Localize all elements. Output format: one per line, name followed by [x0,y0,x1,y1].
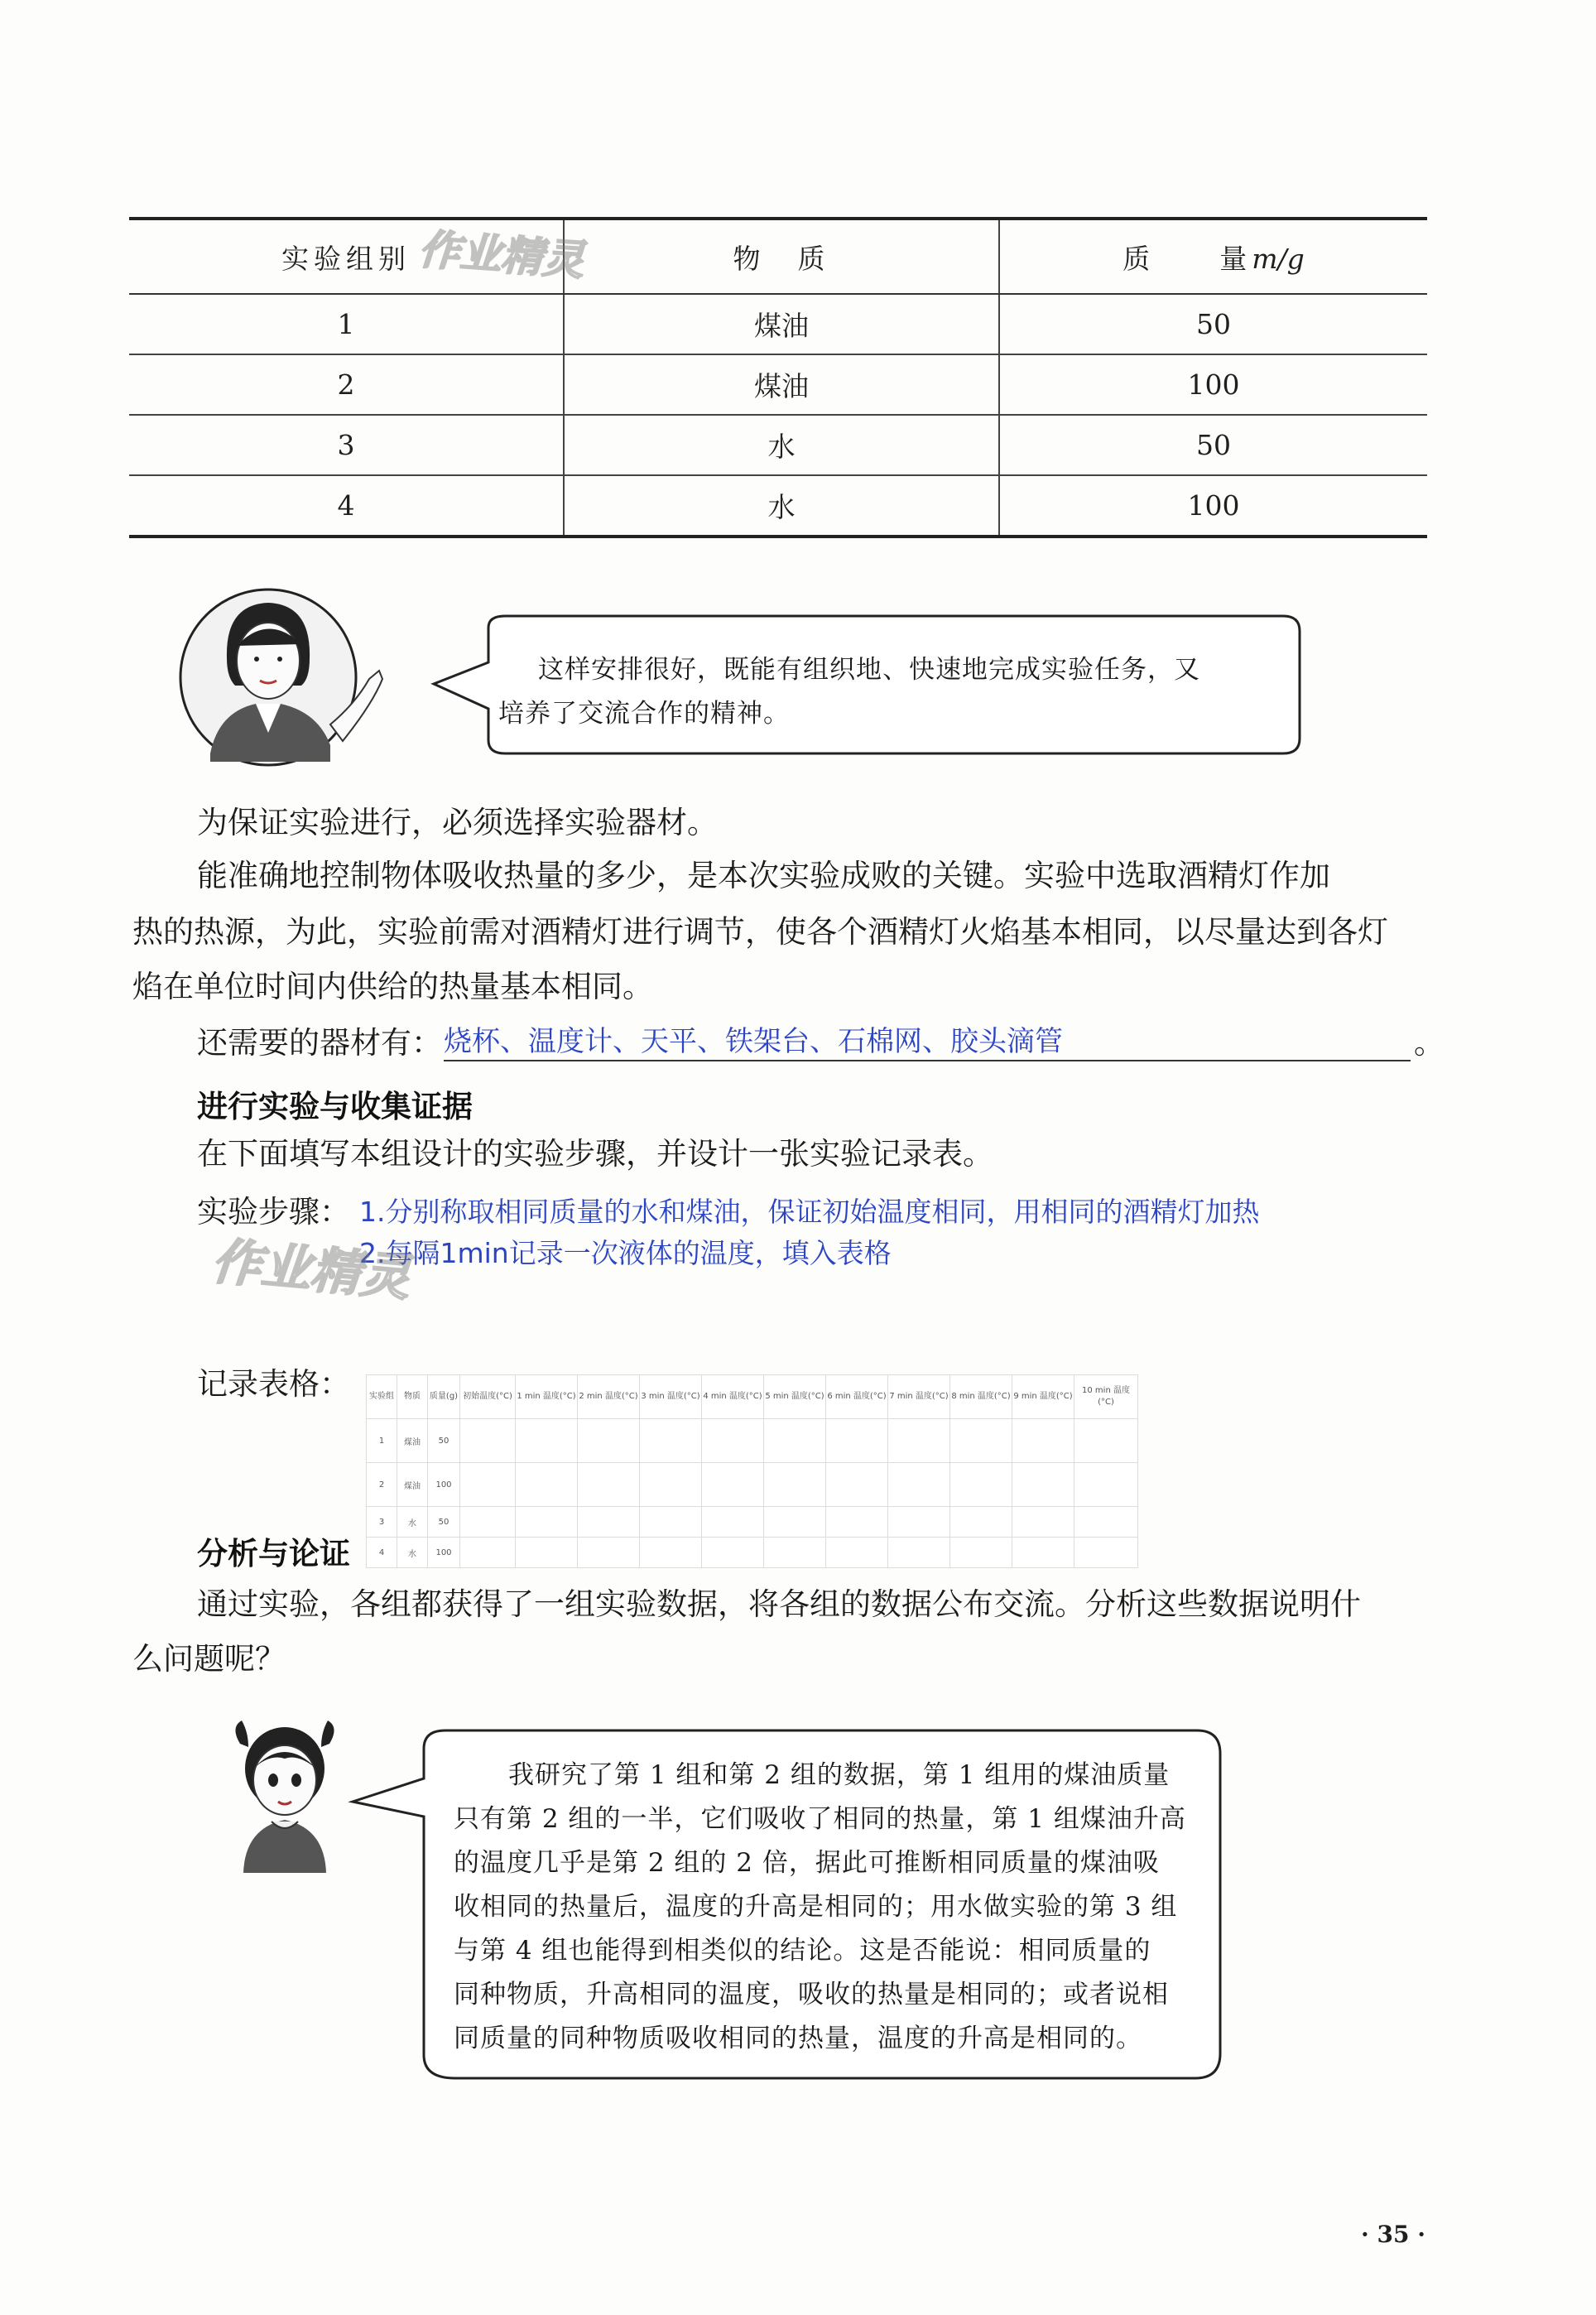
record-empty-cell [764,1463,826,1507]
record-empty-cell [1012,1463,1074,1507]
header-mass: 质 量m/g [999,219,1427,294]
record-empty-cell [460,1463,516,1507]
record-label: 记录表格： [197,1366,350,1402]
cell-substance: 煤油 [564,294,999,354]
record-empty-cell [826,1463,888,1507]
mass-unit: m/g [1252,242,1305,275]
page-number: · 35 · [1361,2221,1425,2248]
record-empty-cell [640,1507,702,1538]
answer-underline [444,1060,1411,1061]
record-empty-cell [516,1507,578,1538]
record-cell: 2 [367,1463,397,1507]
teacher-bubble-line2: 培养了交流合作的精神。 [498,699,790,729]
record-cell: 100 [428,1538,460,1568]
groups-table [129,217,1427,538]
record-header-cell: 初始温度(°C) [460,1375,516,1419]
record-empty-cell [888,1507,950,1538]
record-empty-cell [826,1419,888,1463]
cell-group: 1 [129,294,564,354]
record-header-cell: 质量(g) [428,1375,460,1419]
step-1: 1.分别称取相同质量的水和煤油，保证初始温度相同，用相同的酒精灯加热 [359,1196,1260,1228]
record-header-cell: 5 min 温度(°C) [764,1375,826,1419]
cell-mass: 50 [999,294,1427,354]
cell-mass: 50 [999,415,1427,475]
record-header-cell: 7 min 温度(°C) [888,1375,950,1419]
record-table [366,1374,1138,1568]
record-empty-cell [578,1507,640,1538]
record-empty-cell [888,1463,950,1507]
table-header-row [129,219,1427,294]
step-2: 2.每隔1min记录一次液体的温度，填入表格 [359,1237,892,1269]
steps-label: 实验步骤： [197,1194,350,1230]
table-row [129,475,1427,537]
cell-mass: 100 [999,475,1427,537]
cell-substance: 水 [564,475,999,537]
record-empty-cell [578,1419,640,1463]
record-cell: 4 [367,1538,397,1568]
record-empty-cell [1074,1507,1138,1538]
girl-bubble-line4: 收相同的热量后，温度的升高是相同的；用水做实验的第 3 组 [454,1892,1178,1922]
record-header-cell: 10 min 温度(°C) [1074,1375,1138,1419]
teacher-bubble-line1: 这样安排很好，既能有组织地、快速地完成实验任务，又 [538,655,1200,685]
record-row [367,1419,1138,1463]
record-empty-cell [460,1419,516,1463]
girl-bubble-line2: 只有第 2 组的一半，它们吸收了相同的热量，第 1 组煤油升高 [454,1804,1186,1834]
paragraph-line: 么问题呢？ [132,1641,286,1677]
record-empty-cell [1074,1538,1138,1568]
record-header-cell: 3 min 温度(°C) [640,1375,702,1419]
cell-mass: 100 [999,354,1427,415]
record-empty-cell [826,1507,888,1538]
paragraph-line: 通过实验，各组都获得了一组实验数据，将各组的数据公布交流。分析这些数据说明什 [197,1586,1361,1622]
girl-bubble-line3: 的温度几乎是第 2 组的 2 倍，据此可推断相同质量的煤油吸 [454,1848,1160,1878]
record-empty-cell [950,1419,1012,1463]
girl-bubble-line5: 与第 4 组也能得到相类似的结论。这是否能说：相同质量的 [454,1936,1151,1966]
table-row [129,294,1427,354]
record-header-cell: 1 min 温度(°C) [516,1375,578,1419]
record-row [367,1538,1138,1568]
record-empty-cell [640,1463,702,1507]
paragraph-instruction: 在下面填写本组设计的实验步骤，并设计一张实验记录表。 [197,1136,993,1172]
watermark: 作业精灵 [209,1232,413,1308]
record-empty-cell [950,1463,1012,1507]
record-empty-cell [826,1538,888,1568]
record-empty-cell [1012,1419,1074,1463]
header-group: 实验组别 [129,219,564,294]
record-cell: 煤油 [397,1463,428,1507]
record-header-cell: 4 min 温度(°C) [702,1375,764,1419]
record-empty-cell [702,1538,764,1568]
record-empty-cell [888,1419,950,1463]
girl-illustration [224,1711,348,1876]
record-empty-cell [888,1538,950,1568]
girl-bubble-line6: 同种物质，升高相同的温度，吸收的热量是相同的；或者说相 [454,1980,1169,2009]
cell-group: 4 [129,475,564,537]
cell-group: 3 [129,415,564,475]
section-heading-analysis: 分析与论证 [197,1536,350,1571]
record-cell: 50 [428,1419,460,1463]
record-cell: 50 [428,1507,460,1538]
record-empty-cell [516,1463,578,1507]
record-header-cell: 6 min 温度(°C) [826,1375,888,1419]
girl-bubble-line1: 我研究了第 1 组和第 2 组的数据，第 1 组用的煤油质量 [508,1760,1171,1790]
section-heading-experiment: 进行实验与收集证据 [197,1089,473,1124]
record-row [367,1507,1138,1538]
equipment-label: 还需要的器材有： [197,1025,442,1061]
teacher-illustration [177,580,392,778]
record-cell: 3 [367,1507,397,1538]
header-substance: 物 质 [564,219,999,294]
equipment-period: 。 [1414,1025,1445,1061]
record-empty-cell [702,1419,764,1463]
record-empty-cell [1074,1419,1138,1463]
paragraph-equipment-intro: 为保证实验进行，必须选择实验器材。 [197,805,718,840]
record-header-cell: 2 min 温度(°C) [578,1375,640,1419]
record-empty-cell [640,1419,702,1463]
record-header-cell: 8 min 温度(°C) [950,1375,1012,1419]
cell-group: 2 [129,354,564,415]
record-empty-cell [578,1538,640,1568]
record-row [367,1463,1138,1507]
record-empty-cell [950,1507,1012,1538]
record-cell: 煤油 [397,1419,428,1463]
paragraph-line: 热的热源，为此，实验前需对酒精灯进行调节，使各个酒精灯火焰基本相同，以尽量达到各灯 [132,914,1388,950]
record-empty-cell [1074,1463,1138,1507]
record-empty-cell [764,1507,826,1538]
record-empty-cell [516,1419,578,1463]
girl-bubble-line7: 同质量的同种物质吸收相同的热量，温度的升高是相同的。 [454,2024,1142,2053]
record-cell: 水 [397,1507,428,1538]
record-cell: 100 [428,1463,460,1507]
record-cell: 1 [367,1419,397,1463]
record-empty-cell [702,1507,764,1538]
record-empty-cell [702,1463,764,1507]
record-header-cell: 物质 [397,1375,428,1419]
cell-substance: 煤油 [564,354,999,415]
cell-substance: 水 [564,415,999,475]
record-empty-cell [516,1538,578,1568]
record-empty-cell [950,1538,1012,1568]
record-header-row [367,1375,1138,1419]
record-empty-cell [764,1538,826,1568]
record-empty-cell [640,1538,702,1568]
table-row [129,415,1427,475]
equipment-answer: 烧杯、温度计、天平、铁架台、石棉网、胶头滴管 [444,1025,1063,1058]
watermark: 作业精灵 [416,225,586,285]
table-row [129,354,1427,415]
record-empty-cell [578,1463,640,1507]
record-cell: 水 [397,1538,428,1568]
record-empty-cell [460,1507,516,1538]
record-empty-cell [1012,1538,1074,1568]
record-empty-cell [1012,1507,1074,1538]
record-header-cell: 实验组 [367,1375,397,1419]
record-empty-cell [460,1538,516,1568]
paragraph-line: 能准确地控制物体吸收热量的多少，是本次实验成败的关键。实验中选取酒精灯作加 [197,858,1330,893]
record-header-cell: 9 min 温度(°C) [1012,1375,1074,1419]
record-empty-cell [764,1419,826,1463]
paragraph-line: 焰在单位时间内供给的热量基本相同。 [132,969,653,1004]
